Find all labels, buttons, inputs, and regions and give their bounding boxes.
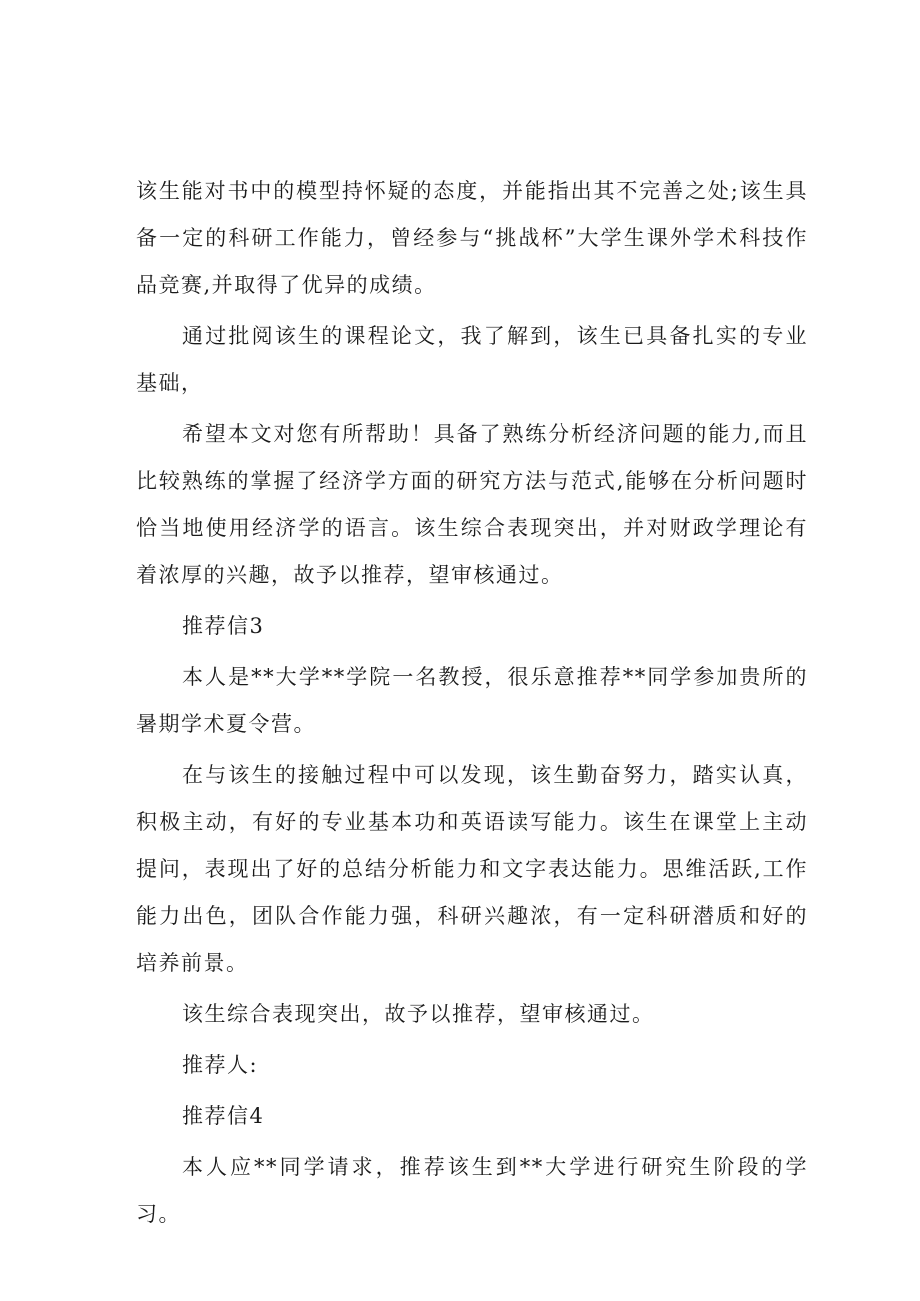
heading-letter-4: 推荐信4	[182, 1104, 265, 1128]
document-body	[136, 168, 808, 1238]
heading-letter-3: 推荐信3	[182, 614, 265, 638]
paragraph-model-doubt: 该生能对书中的模型持怀疑的态度，并能指出其不完善之处;该生具备一定的科研工作能力，曾经参与“挑战杯”大学生课外学术科技作品竞赛,并取得了优异的成绩。	[136, 179, 808, 297]
paragraph-economics-ability: 希望本文对您有所帮助！具备了熟练分析经济问题的能力,而且比较熟练的掌握了经济学方面的研究方法与范式,能够在分析问题时恰当地使用经济学的语言。该生综合表现突出，并对财政学理论有着浓厚的兴趣，故予以推荐，望审核通过。	[136, 422, 808, 587]
paragraph-request: 本人应**同学请求，推荐该生到**大学进行研究生阶段的学习。	[136, 1155, 808, 1226]
paragraph-recommendation: 该生综合表现突出，故予以推荐，望审核通过。	[182, 1002, 655, 1026]
paragraph-professor-intro: 本人是**大学**学院一名教授，很乐意推荐**同学参加贵所的暑期学术夏令营。	[136, 665, 808, 736]
paragraph-course-paper: 通过批阅该生的课程论文，我了解到，该生已具备扎实的专业基础，	[136, 324, 808, 395]
paragraph-student-qualities: 在与该生的接触过程中可以发现，该生勤奋努力，踏实认真，积极主动，有好的专业基本功和英语读写能力。该生在课堂上主动提问，表现出了好的总结分析能力和文字表达能力。思维活跃,工作能力出色，团队合作能力强，科研兴趣浓，有一定科研潜质和好的培养前景。	[136, 763, 808, 975]
recommender-label: 推荐人:	[182, 1053, 259, 1077]
